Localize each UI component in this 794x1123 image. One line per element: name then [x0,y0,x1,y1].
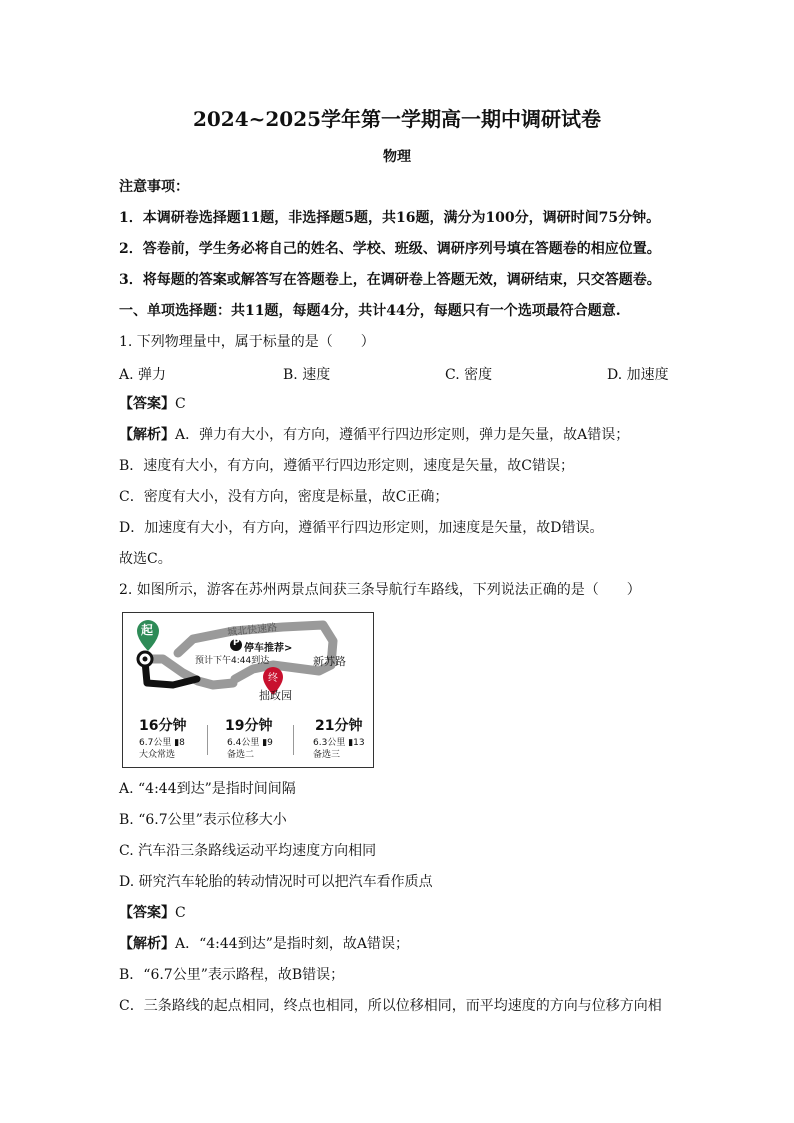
road-label: 城北快速路 [226,622,278,639]
q1-analysis-d: D．加速度有大小，有方向，遵循平行四边形定则，加速度是矢量，故D错误。 [119,520,604,536]
q1-option-c: C. 密度 [445,367,493,383]
notice-item: 1．本调研卷选择题11题，非选择题5题，共16题，满分为100分，调研时间75分钟。 [119,210,661,226]
q1-option-d: D. 加速度 [607,367,669,383]
q2-option-d: D. 研究汽车轮胎的转动情况时可以把汽车看作质点 [119,874,433,890]
q2-analysis-b: B．“6.7公里”表示路程，故B错误； [119,967,345,983]
q1-conclusion: 故选C。 [119,551,172,567]
road-label-2: 新苏路 [313,655,346,668]
q2-option-b: B. “6.7公里”表示位移大小 [119,812,287,828]
divider [207,725,208,755]
q1-analysis-c: C．密度有大小，没有方向，密度是标量，故C正确； [119,489,449,505]
route-1-label: 大众常选 [139,750,176,760]
start-marker-label: 起 [141,623,154,637]
eta-label: 预计下午4:44到达 [195,656,270,666]
question-2-stem: 2. 如图所示，游客在苏州两景点间获三条导航行车路线，下列说法正确的是（ ） [119,582,641,598]
q1-answer: 【答案】C [119,396,186,412]
divider [293,725,294,755]
subject-title: 物理 [383,149,411,165]
navigation-map-figure [122,612,374,768]
q1-option-a: A. 弹力 [119,367,167,383]
q1-analysis-b: B．速度有大小，有方向，遵循平行四边形定则，速度是矢量，故C错误； [119,458,574,474]
q2-analysis-c: C．三条路线的起点相同，终点也相同，所以位移相同，而平均速度的方向与位移方向相 [119,998,662,1014]
notice-item: 3．将每题的答案或解答写在答题卷上，在调研卷上答题无效，调研结束，只交答题卷。 [119,272,661,288]
q1-analysis-a: 【解析】A．弹力有大小，有方向，遵循平行四边形定则，弹力是矢量，故A错误； [119,427,630,443]
question-1-stem: 1. 下列物理量中，属于标量的是（ ） [119,334,375,350]
page-title: 2024~2025学年第一学期高一期中调研试卷 [192,107,602,131]
parking-icon-label: P [233,638,240,648]
route-2-label: 备选二 [227,750,255,760]
route-3-distance: 6.3公里 ▮13 [313,738,365,748]
route-2-time: 19分钟 [225,718,273,734]
route-2-distance: 6.4公里 ▮9 [227,738,273,748]
route-1-time: 16分钟 [139,718,187,734]
q2-analysis-a: 【解析】A．“4:44到达”是指时刻，故A错误； [119,936,409,952]
section-heading: 一、单项选择题：共11题，每题4分，共计44分，每题只有一个选项最符合题意. [119,303,621,319]
end-marker-label: 终 [268,673,278,684]
parking-recommend: 停车推荐> [244,643,293,654]
q2-option-c: C. 汽车沿三条路线运动平均速度方向相同 [119,843,377,859]
destination-label: 拙政园 [259,689,292,702]
route-3-label: 备选三 [313,750,341,760]
notice-heading: 注意事项： [119,179,189,195]
route-3-time: 21分钟 [315,718,363,734]
notice-item: 2．答卷前，学生务必将自己的姓名、学校、班级、调研序列号填在答题卷的相应位置。 [119,241,661,257]
route-1-distance: 6.7公里 ▮8 [139,738,185,748]
q2-answer: 【答案】C [119,905,186,921]
q1-option-b: B. 速度 [283,367,331,383]
q2-option-a: A. “4:44到达”是指时间间隔 [119,781,296,797]
